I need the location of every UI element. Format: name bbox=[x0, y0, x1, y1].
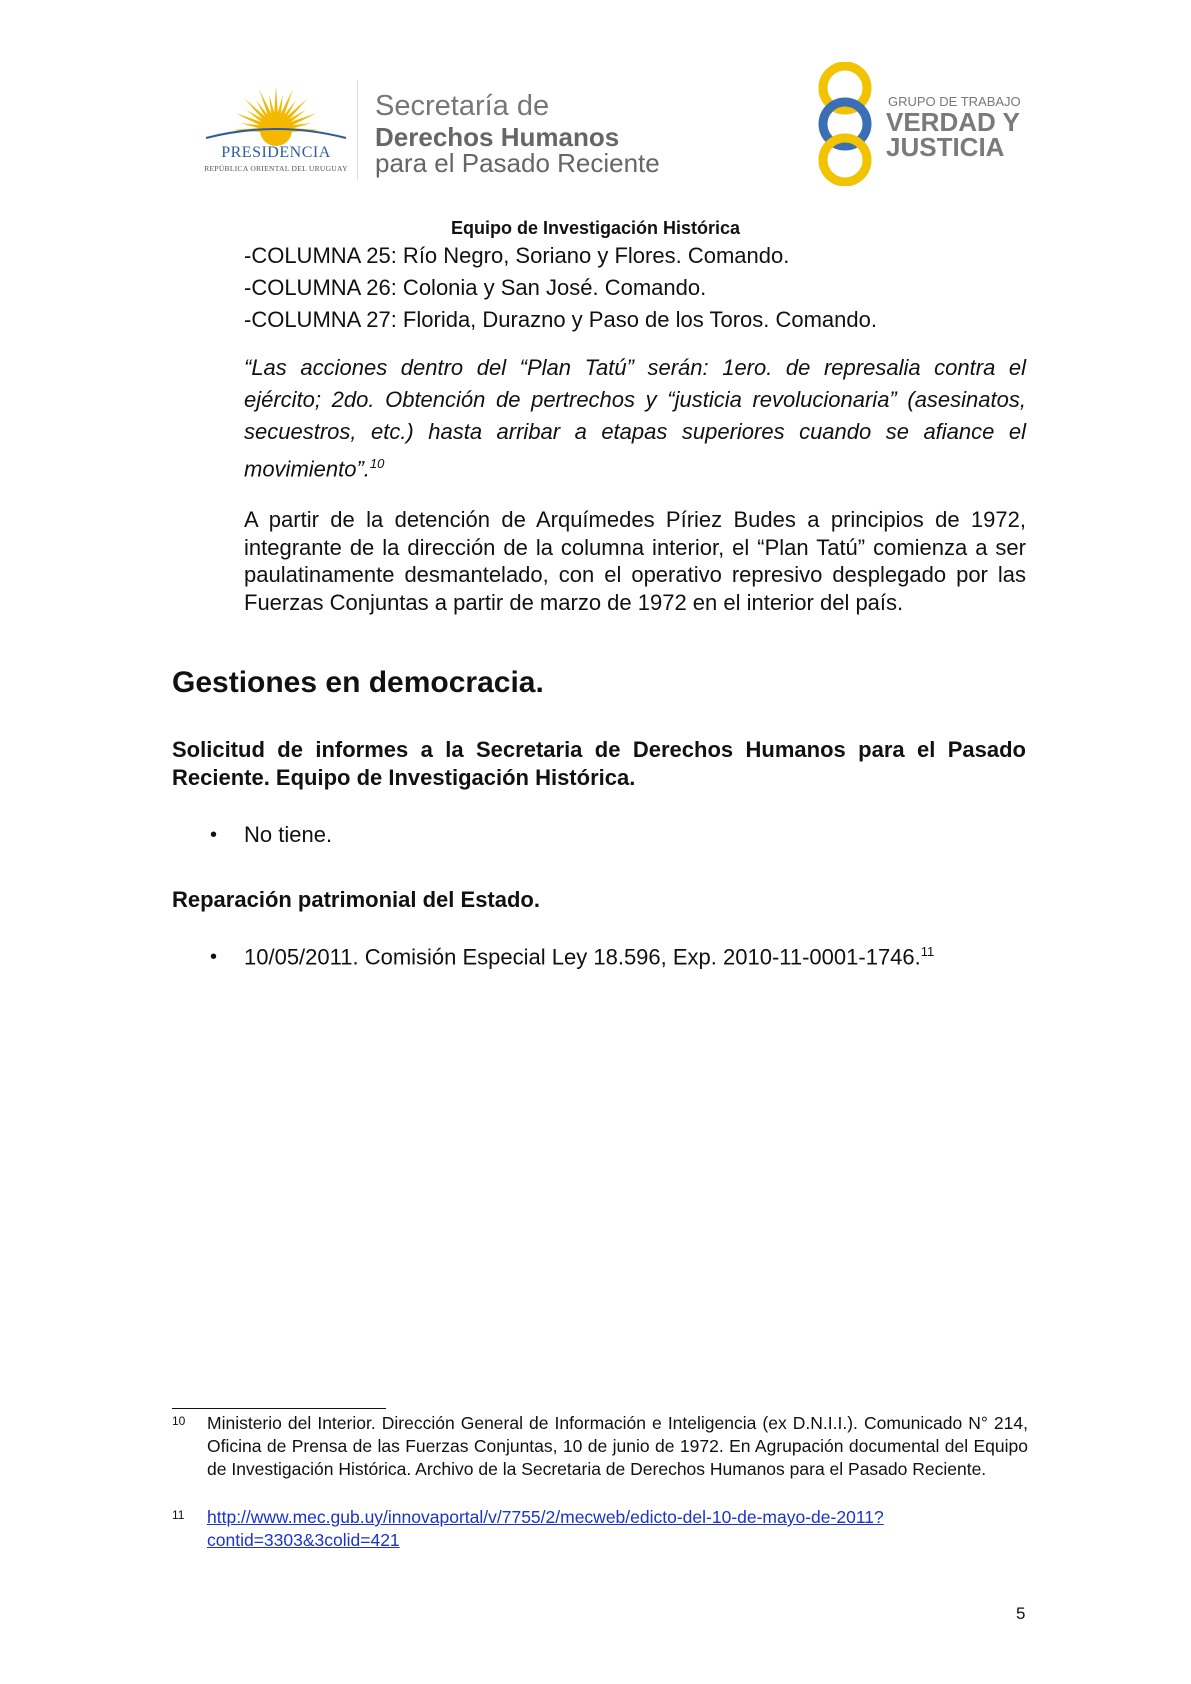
verdad-label: VERDAD Y bbox=[886, 107, 1020, 137]
header-divider bbox=[357, 80, 358, 180]
bullet-icon: • bbox=[210, 946, 218, 968]
columna-line: -COLUMNA 25: Río Negro, Soriano y Flores. Comando. bbox=[244, 243, 790, 268]
footnote-separator bbox=[172, 1408, 386, 1409]
body-paragraph: A partir de la detención de Arquímedes Píriez Budes a principios de 1972, integrante de la dirección de la columna interior, el “Plan Tatú” comienza a ser paulatinamente desmantelado, con el operativo represivo desplegado por las Fuerzas Conjuntas a partir de marzo de 1972 en el interior del país. bbox=[244, 507, 1026, 615]
quote-block bbox=[244, 352, 1026, 485]
list-item: No tiene. bbox=[244, 822, 333, 847]
footnote-ref-10[interactable]: 10 bbox=[369, 456, 385, 471]
presidencia-subtitle: REPÚBLICA ORIENTAL DEL URUGUAY bbox=[204, 164, 348, 173]
secretaria-title-line3: para el Pasado Reciente bbox=[375, 148, 660, 178]
footnote-link[interactable]: http://www.mec.gub.uy/innovaportal/v/7755/2/mecweb/edicto-del-10-de-mayo-de-2011? bbox=[207, 1507, 884, 1527]
footnote-link-continued[interactable]: contid=3303&3colid=421 bbox=[207, 1530, 400, 1550]
subsection-title-informes: Solicitud de informes a la Secretaria de Derechos Humanos para el Pasado Reciente. Equipo de Investigación Histórica. bbox=[172, 737, 1026, 790]
subsection-title-reparacion: Reparación patrimonial del Estado. bbox=[172, 887, 540, 912]
presidencia-sun-logo bbox=[196, 78, 356, 178]
footnote-ref-11[interactable]: 11 bbox=[920, 944, 935, 959]
team-title: Equipo de Investigación Histórica bbox=[450, 218, 741, 238]
page-number: 5 bbox=[1016, 1604, 1026, 1623]
secretaria-title-line2: Derechos Humanos bbox=[375, 122, 620, 152]
presidencia-label: PRESIDENCIA bbox=[221, 144, 331, 161]
secretaria-title-line1: Secretaría de bbox=[375, 90, 550, 122]
justicia-label: JUSTICIA bbox=[886, 132, 1005, 162]
section-title: Gestiones en democracia. bbox=[172, 666, 544, 699]
columna-line: -COLUMNA 26: Colonia y San José. Comando. bbox=[244, 275, 707, 300]
footnote-number: 11 bbox=[172, 1508, 185, 1522]
footnote-number: 10 bbox=[172, 1414, 186, 1428]
list-item-text: 10/05/2011. Comisión Especial Ley 18.596, Exp. 2010-11-0001-1746. bbox=[244, 944, 921, 970]
quote-text: “Las acciones dentro del “Plan Tatú” serán: 1ero. de represalia contra el ejército; 2do. Obtención de pertrechos y “justicia revolucionaria” (asesinatos, secuestros, etc.) hasta arribar a etapas superiores cuando se afiance el movimiento”. bbox=[244, 355, 1026, 482]
grupo-label: GRUPO DE TRABAJO bbox=[888, 94, 1021, 109]
verdad-justicia-rings-logo bbox=[810, 62, 880, 186]
bullet-icon: • bbox=[210, 824, 218, 846]
list-item bbox=[244, 944, 934, 970]
columna-line: -COLUMNA 27: Florida, Durazno y Paso de los Toros. Comando. bbox=[244, 307, 877, 332]
footnote-text: Ministerio del Interior. Dirección General de Información e Inteligencia (ex D.N.I.I.). Comunicado N° 214, Oficina de Prensa de las Fuerzas Conjuntas, 10 de junio de 1972. En Agrupación documental del Equipo de Investigación Histórica. Archivo de la Secretaria de Derechos Humanos para el Pasado Reciente. bbox=[207, 1413, 1028, 1479]
